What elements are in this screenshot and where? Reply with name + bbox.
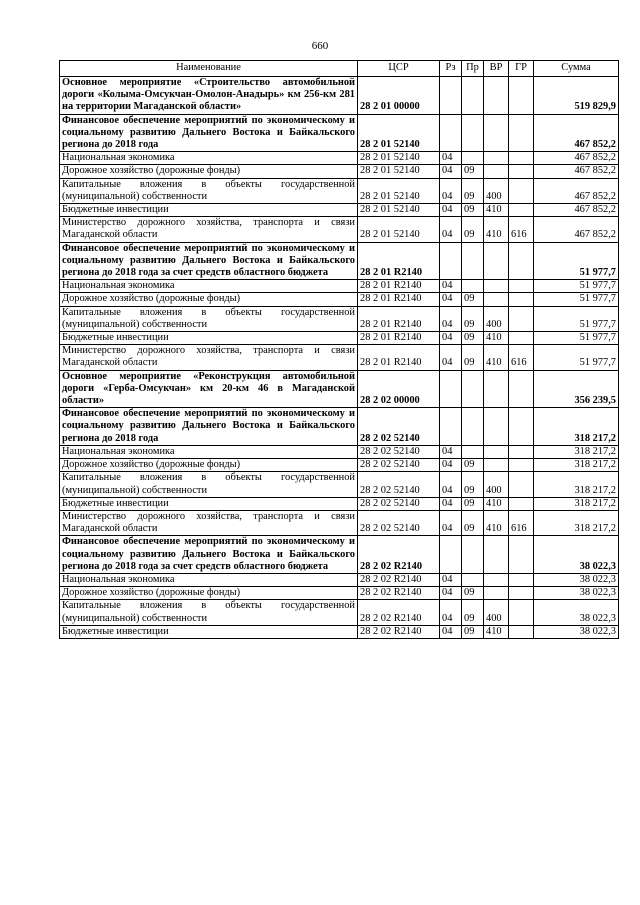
cell-rz: 04	[440, 293, 462, 306]
table-row	[60, 625, 619, 638]
cell-vr: 410	[484, 345, 509, 370]
cell-pr: 09	[462, 293, 484, 306]
table-row	[60, 408, 619, 446]
cell-rz: 04	[440, 573, 462, 586]
cell-name: Финансовое обеспечение мероприятий по экономическому и социальному развитию Дальнего Востока и Байкальского региона до 2018 года	[60, 408, 358, 446]
cell-csr: 28 2 01 52140	[358, 165, 440, 178]
cell-pr: 09	[462, 178, 484, 203]
table-row	[60, 293, 619, 306]
cell-vr	[484, 445, 509, 458]
table-row	[60, 242, 619, 280]
cell-sum: 51 977,7	[534, 332, 619, 345]
cell-name: Дорожное хозяйство (дорожные фонды)	[60, 165, 358, 178]
cell-csr: 28 2 02 R2140	[358, 587, 440, 600]
cell-vr	[484, 152, 509, 165]
cell-gr: 616	[509, 510, 534, 535]
cell-pr: 09	[462, 497, 484, 510]
cell-vr	[484, 165, 509, 178]
table-row	[60, 370, 619, 408]
cell-rz: 04	[440, 587, 462, 600]
cell-csr: 28 2 02 52140	[358, 472, 440, 497]
cell-rz: 04	[440, 178, 462, 203]
cell-sum: 38 022,3	[534, 625, 619, 638]
cell-gr	[509, 77, 534, 115]
cell-gr	[509, 280, 534, 293]
cell-name: Финансовое обеспечение мероприятий по экономическому и социальному развитию Дальнего Востока и Байкальского региона до 2018 года	[60, 114, 358, 152]
cell-name: Бюджетные инвестиции	[60, 625, 358, 638]
header-pr: Пр	[462, 61, 484, 77]
cell-vr: 410	[484, 497, 509, 510]
cell-pr	[462, 242, 484, 280]
header-vr: ВР	[484, 61, 509, 77]
table-row	[60, 280, 619, 293]
cell-rz: 04	[440, 165, 462, 178]
cell-name: Национальная экономика	[60, 280, 358, 293]
cell-vr: 410	[484, 204, 509, 217]
cell-csr: 28 2 02 R2140	[358, 536, 440, 574]
cell-pr	[462, 114, 484, 152]
cell-rz: 04	[440, 600, 462, 625]
cell-sum: 51 977,7	[534, 306, 619, 331]
cell-gr	[509, 178, 534, 203]
cell-rz: 04	[440, 217, 462, 242]
table-row	[60, 573, 619, 586]
cell-name: Национальная экономика	[60, 152, 358, 165]
cell-vr	[484, 459, 509, 472]
cell-pr	[462, 573, 484, 586]
cell-gr	[509, 165, 534, 178]
cell-name: Бюджетные инвестиции	[60, 204, 358, 217]
cell-csr: 28 2 02 R2140	[358, 573, 440, 586]
cell-sum: 467 852,2	[534, 217, 619, 242]
cell-sum: 318 217,2	[534, 408, 619, 446]
cell-rz: 04	[440, 332, 462, 345]
cell-pr	[462, 408, 484, 446]
cell-rz	[440, 370, 462, 408]
cell-pr	[462, 536, 484, 574]
cell-sum: 38 022,3	[534, 587, 619, 600]
cell-sum: 318 217,2	[534, 497, 619, 510]
cell-vr: 410	[484, 510, 509, 535]
cell-sum: 38 022,3	[534, 536, 619, 574]
cell-vr	[484, 587, 509, 600]
cell-name: Национальная экономика	[60, 573, 358, 586]
cell-csr: 28 2 02 52140	[358, 459, 440, 472]
cell-gr	[509, 332, 534, 345]
cell-name: Дорожное хозяйство (дорожные фонды)	[60, 587, 358, 600]
cell-csr: 28 2 01 R2140	[358, 306, 440, 331]
cell-rz: 04	[440, 497, 462, 510]
cell-gr	[509, 408, 534, 446]
table-row	[60, 600, 619, 625]
cell-vr	[484, 408, 509, 446]
cell-rz	[440, 242, 462, 280]
cell-rz: 04	[440, 280, 462, 293]
cell-name: Капитальные вложения в объекты государственной (муниципальной) собственности	[60, 178, 358, 203]
cell-sum: 519 829,9	[534, 77, 619, 115]
cell-gr	[509, 459, 534, 472]
cell-csr: 28 2 02 52140	[358, 445, 440, 458]
cell-gr	[509, 587, 534, 600]
cell-vr: 410	[484, 625, 509, 638]
cell-gr	[509, 573, 534, 586]
cell-name: Бюджетные инвестиции	[60, 332, 358, 345]
table-row	[60, 152, 619, 165]
cell-csr: 28 2 01 R2140	[358, 332, 440, 345]
cell-pr: 09	[462, 459, 484, 472]
cell-pr	[462, 445, 484, 458]
cell-csr: 28 2 01 R2140	[358, 345, 440, 370]
cell-csr: 28 2 02 00000	[358, 370, 440, 408]
header-gr: ГР	[509, 61, 534, 77]
cell-gr	[509, 370, 534, 408]
cell-vr	[484, 536, 509, 574]
cell-vr: 410	[484, 217, 509, 242]
cell-gr	[509, 152, 534, 165]
cell-sum: 467 852,2	[534, 204, 619, 217]
cell-name: Министерство дорожного хозяйства, транспорта и связи Магаданской области	[60, 510, 358, 535]
cell-gr	[509, 306, 534, 331]
cell-gr	[509, 536, 534, 574]
cell-rz	[440, 77, 462, 115]
cell-vr	[484, 114, 509, 152]
header-sum: Сумма	[534, 61, 619, 77]
cell-vr: 400	[484, 472, 509, 497]
cell-pr: 09	[462, 472, 484, 497]
cell-rz: 04	[440, 472, 462, 497]
table-row	[60, 587, 619, 600]
cell-csr: 28 2 01 52140	[358, 217, 440, 242]
table-row	[60, 114, 619, 152]
cell-rz	[440, 114, 462, 152]
cell-rz: 04	[440, 152, 462, 165]
cell-rz: 04	[440, 445, 462, 458]
cell-gr	[509, 445, 534, 458]
cell-name: Министерство дорожного хозяйства, транспорта и связи Магаданской области	[60, 217, 358, 242]
cell-gr	[509, 497, 534, 510]
cell-csr: 28 2 01 R2140	[358, 242, 440, 280]
cell-pr: 09	[462, 204, 484, 217]
cell-pr: 09	[462, 165, 484, 178]
table-row	[60, 445, 619, 458]
cell-name: Финансовое обеспечение мероприятий по экономическому и социальному развитию Дальнего Востока и Байкальского региона до 2018 года за счет средств областного бюджета	[60, 242, 358, 280]
cell-name: Министерство дорожного хозяйства, транспорта и связи Магаданской области	[60, 345, 358, 370]
header-csr: ЦСР	[358, 61, 440, 77]
cell-gr	[509, 204, 534, 217]
table-row	[60, 332, 619, 345]
cell-name: Дорожное хозяйство (дорожные фонды)	[60, 293, 358, 306]
cell-vr	[484, 242, 509, 280]
cell-name: Капитальные вложения в объекты государственной (муниципальной) собственности	[60, 472, 358, 497]
cell-gr	[509, 293, 534, 306]
cell-vr: 400	[484, 600, 509, 625]
cell-gr: 616	[509, 217, 534, 242]
table-header-row	[60, 61, 619, 77]
cell-sum: 51 977,7	[534, 293, 619, 306]
cell-sum: 467 852,2	[534, 178, 619, 203]
cell-name: Капитальные вложения в объекты государственной (муниципальной) собственности	[60, 600, 358, 625]
cell-sum: 318 217,2	[534, 445, 619, 458]
table-row	[60, 536, 619, 574]
table-row	[60, 178, 619, 203]
cell-vr: 410	[484, 332, 509, 345]
cell-name: Национальная экономика	[60, 445, 358, 458]
cell-pr	[462, 152, 484, 165]
cell-rz: 04	[440, 306, 462, 331]
cell-vr	[484, 293, 509, 306]
table-row	[60, 510, 619, 535]
cell-vr	[484, 370, 509, 408]
cell-pr: 09	[462, 510, 484, 535]
cell-name: Финансовое обеспечение мероприятий по экономическому и социальному развитию Дальнего Востока и Байкальского региона до 2018 года за счет средств областного бюджета	[60, 536, 358, 574]
table-row	[60, 77, 619, 115]
page-number: 660	[311, 40, 329, 52]
cell-sum: 467 852,2	[534, 165, 619, 178]
table-row	[60, 345, 619, 370]
cell-csr: 28 2 02 R2140	[358, 625, 440, 638]
cell-csr: 28 2 01 R2140	[358, 280, 440, 293]
cell-csr: 28 2 01 00000	[358, 77, 440, 115]
cell-sum: 318 217,2	[534, 510, 619, 535]
cell-csr: 28 2 02 52140	[358, 497, 440, 510]
cell-pr	[462, 370, 484, 408]
cell-pr: 09	[462, 306, 484, 331]
cell-vr	[484, 280, 509, 293]
header-name: Наименование	[60, 61, 358, 77]
cell-pr: 09	[462, 217, 484, 242]
cell-sum: 38 022,3	[534, 600, 619, 625]
cell-sum: 467 852,2	[534, 152, 619, 165]
cell-sum: 467 852,2	[534, 114, 619, 152]
cell-gr	[509, 242, 534, 280]
cell-gr: 616	[509, 345, 534, 370]
cell-csr: 28 2 01 52140	[358, 152, 440, 165]
cell-sum: 51 977,7	[534, 242, 619, 280]
cell-rz	[440, 408, 462, 446]
cell-name: Бюджетные инвестиции	[60, 497, 358, 510]
cell-vr	[484, 573, 509, 586]
cell-csr: 28 2 01 52140	[358, 114, 440, 152]
cell-sum: 318 217,2	[534, 459, 619, 472]
cell-gr	[509, 114, 534, 152]
cell-sum: 318 217,2	[534, 472, 619, 497]
cell-gr	[509, 472, 534, 497]
cell-name: Капитальные вложения в объекты государственной (муниципальной) собственности	[60, 306, 358, 331]
cell-pr: 09	[462, 600, 484, 625]
cell-csr: 28 2 01 R2140	[358, 293, 440, 306]
cell-name: Основное мероприятие «Реконструкция автомобильной дороги «Герба-Омсукчан» км 20-км 46 в Магаданской области»	[60, 370, 358, 408]
cell-rz: 04	[440, 510, 462, 535]
cell-csr: 28 2 02 52140	[358, 408, 440, 446]
cell-sum: 51 977,7	[534, 280, 619, 293]
cell-vr	[484, 77, 509, 115]
cell-gr	[509, 625, 534, 638]
table-row	[60, 497, 619, 510]
budget-table	[59, 60, 619, 639]
cell-pr: 09	[462, 345, 484, 370]
cell-csr: 28 2 01 52140	[358, 204, 440, 217]
cell-pr: 09	[462, 332, 484, 345]
table-row	[60, 165, 619, 178]
cell-rz: 04	[440, 204, 462, 217]
cell-name: Основное мероприятие «Строительство автомобильной дороги «Колыма-Омсукчан-Омолон-Анадырь» км 256-км 281 на территории Магаданской области»	[60, 77, 358, 115]
cell-pr: 09	[462, 625, 484, 638]
table-row	[60, 472, 619, 497]
cell-rz: 04	[440, 459, 462, 472]
cell-rz	[440, 536, 462, 574]
cell-sum: 51 977,7	[534, 345, 619, 370]
cell-pr	[462, 77, 484, 115]
table-row	[60, 306, 619, 331]
cell-sum: 356 239,5	[534, 370, 619, 408]
cell-csr: 28 2 02 R2140	[358, 600, 440, 625]
cell-rz: 04	[440, 345, 462, 370]
table-row	[60, 217, 619, 242]
table-row	[60, 204, 619, 217]
cell-pr	[462, 280, 484, 293]
cell-rz: 04	[440, 625, 462, 638]
table-row	[60, 459, 619, 472]
cell-gr	[509, 600, 534, 625]
header-rz: Рз	[440, 61, 462, 77]
cell-csr: 28 2 01 52140	[358, 178, 440, 203]
cell-vr: 400	[484, 178, 509, 203]
cell-name: Дорожное хозяйство (дорожные фонды)	[60, 459, 358, 472]
cell-pr: 09	[462, 587, 484, 600]
cell-vr: 400	[484, 306, 509, 331]
cell-csr: 28 2 02 52140	[358, 510, 440, 535]
cell-sum: 38 022,3	[534, 573, 619, 586]
